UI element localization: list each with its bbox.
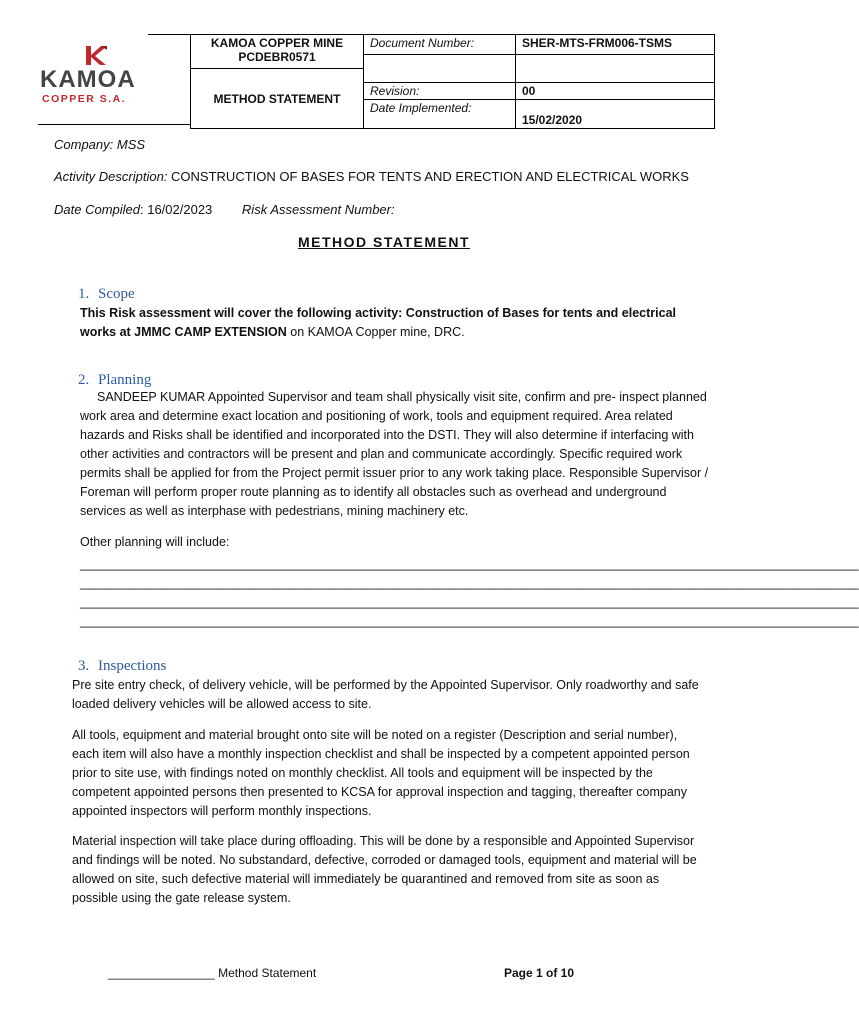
- mine-cell: [191, 35, 364, 69]
- company-label: Company:: [54, 137, 114, 152]
- revision-label: Revision:: [364, 83, 516, 100]
- other-planning-label: Other planning will include:: [80, 535, 230, 549]
- company-logo: [40, 44, 150, 106]
- activity-value: CONSTRUCTION OF BASES FOR TENTS AND ERECTION AND ELECTRICAL WORKS: [171, 169, 689, 184]
- header-rule-bottom: [38, 124, 190, 125]
- inspections-paragraph-1: Pre site entry check, of delivery vehicle, will be performed by the Appointed Supervisor. Only roadworthy and safe loaded delivery vehicles will be allowed access to site.: [72, 678, 699, 711]
- header-rule-top: [148, 34, 190, 35]
- page-title: METHOD STATEMENT: [297, 234, 471, 250]
- supervisor-name: SANDEEP KUMAR: [97, 390, 206, 404]
- blank-line: ________________________________________________________________________________________________________________: [80, 595, 859, 609]
- blank-line: ________________________________________________________________________________________________________________: [80, 614, 859, 628]
- date-compiled-value: : 16/02/2023: [140, 202, 213, 217]
- section-scope-heading: [78, 286, 135, 303]
- section-number: 1.: [78, 286, 90, 302]
- logo-subtitle: COPPER S.A.: [42, 93, 127, 105]
- spacer-cell: [516, 55, 715, 83]
- blank-line: ________________________________________________________________________________________________________________: [80, 557, 859, 571]
- kamoa-logo-icon: [82, 44, 110, 66]
- section-title: Inspections: [98, 658, 167, 674]
- risk-assessment-label: Risk Assessment Number:: [241, 202, 395, 217]
- inspections-paragraph-3: Material inspection will take place during offloading. This will be done by a responsible and Appointed Supervisor and findings will be noted. No substandard, defective, corroded or damaged tools, equipment and material will be allowed on site, such defective material will immediately be quarantined and removed from site as soon as possible using the gate release system.: [72, 834, 697, 905]
- scope-text: [80, 304, 712, 342]
- company-line: [54, 137, 145, 152]
- mine-name: KAMOA COPPER MINE: [210, 36, 344, 50]
- activity-label: Activity Description:: [54, 169, 168, 184]
- section-number: 3.: [78, 658, 90, 674]
- document-number-value: SHER-MTS-FRM006-TSMS: [516, 35, 715, 55]
- logo-name: KAMOA: [40, 66, 136, 93]
- signature-line: ________________: [108, 966, 215, 980]
- activity-line: [54, 169, 689, 184]
- date-compiled-line: [54, 202, 395, 217]
- company-value: MSS: [116, 137, 146, 152]
- footer-label: Method Statement: [218, 966, 317, 980]
- scope-text-rest: on KAMOA Copper mine, DRC.: [286, 325, 465, 339]
- page-number: Page 1 of 10: [504, 966, 575, 980]
- blank-line: ________________________________________________________________________________________________________________: [80, 576, 859, 590]
- doc-type: METHOD STATEMENT: [191, 69, 364, 129]
- section-number: 2.: [78, 372, 90, 388]
- section-title: Scope: [98, 286, 135, 302]
- spacer-cell: [364, 55, 516, 83]
- planning-body: Appointed Supervisor and team shall physically visit site, confirm and pre- inspect planned work area and determine exact location and positioning of work, tools and equipment required. Area related hazards and Risks shall be identified and incorporated into the DSTI. They will also determine if interfacing with other activities and contractors will be present and plan and communicate accordingly. Specific required work permits shall be applied for from the Project permit issuer prior to any work taking place. Responsible Supervisor / Foreman will perform proper route planning as to identify all obstacles such as overhead and underground services as well as interphase with pedestrians, mining machinery etc.: [80, 390, 709, 518]
- section-planning-heading: [78, 372, 151, 389]
- section-title: Planning: [98, 372, 152, 388]
- date-implemented-value: 15/02/2020: [516, 100, 715, 129]
- planning-text: [80, 388, 712, 521]
- document-number-label: Document Number:: [364, 35, 516, 55]
- date-implemented-label: Date Implemented:: [364, 100, 516, 129]
- section-inspections-heading: [78, 658, 166, 675]
- footer-left: [108, 966, 316, 980]
- inspections-paragraph-2: All tools, equipment and material brought onto site will be noted on a register (Description and serial number), each item will also have a monthly inspection checklist and shall be inspected by a competent appointed person prior to site use, with findings noted on monthly checklist. All tools and equipment will be inspected by the competent appointed persons then presented to KCSA for approval inspection and tagging, thereafter company appointed inspectors will perform monthly inspections.: [72, 728, 690, 818]
- revision-value: 00: [516, 83, 715, 100]
- document-header-table: [190, 34, 715, 129]
- scope-text-bold: This Risk assessment will cover the following activity: Construction of Bases for tents and electrical works at JMMC CAMP EXTENSION: [80, 306, 676, 339]
- mine-code: PCDEBR0571: [238, 50, 316, 64]
- date-compiled-label: Date Compiled: [54, 202, 140, 217]
